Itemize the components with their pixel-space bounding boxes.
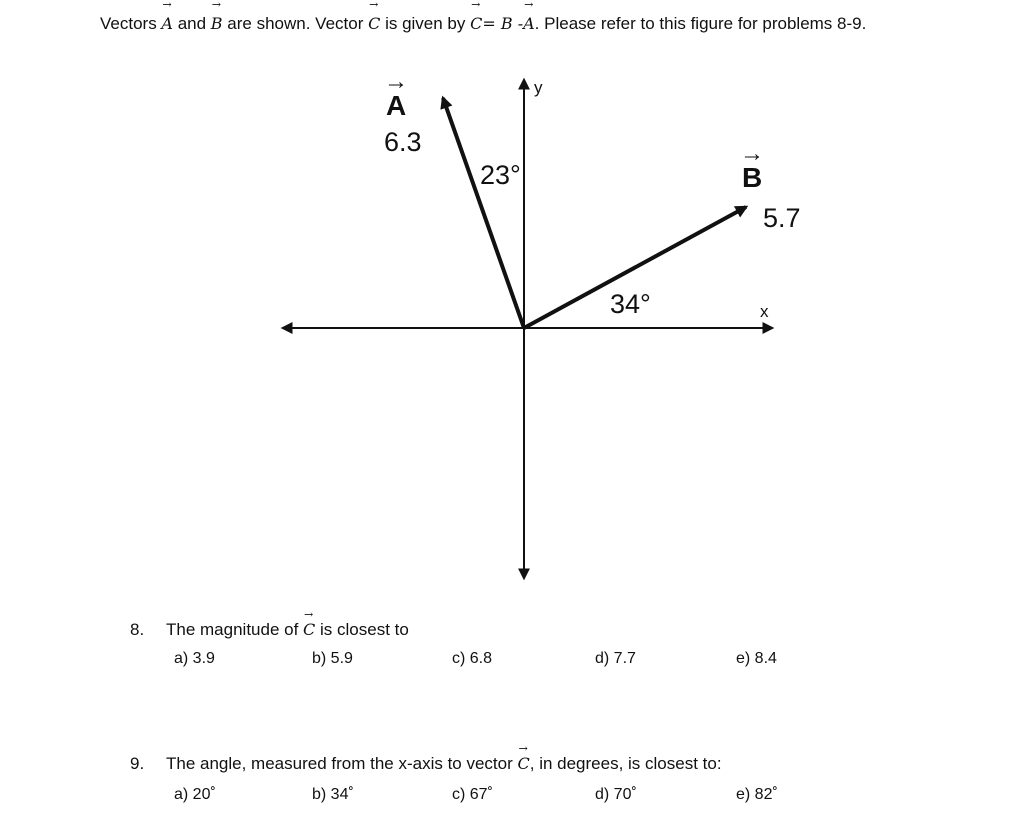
choice-8e[interactable]: e) 8.4: [736, 650, 777, 667]
question-number: 8.: [130, 620, 145, 639]
vector-c-symbol: → C: [470, 0, 483, 33]
vector-arrow-icon: →: [524, 0, 534, 11]
choice-8c[interactable]: c) 6.8: [452, 650, 493, 667]
vector-b-magnitude: 5.7: [763, 203, 801, 233]
choice-9e[interactable]: e) 82˚: [736, 786, 778, 803]
vector-b-angle: 34°: [610, 289, 651, 319]
question-text: is closest to: [315, 620, 409, 639]
intro-text: Vectors: [100, 14, 162, 33]
choice-9b[interactable]: b) 34˚: [312, 786, 354, 803]
question-8: [130, 608, 409, 640]
vector-arrow-icon: →: [740, 140, 764, 167]
vector-c-symbol: → C: [303, 608, 316, 639]
choice-8b[interactable]: b) 5.9: [312, 650, 353, 667]
vector-arrow-icon: →: [471, 0, 481, 11]
intro-text: and: [172, 14, 211, 33]
choice-8a[interactable]: a) 3.9: [174, 650, 215, 667]
equation-text: = B -: [482, 14, 524, 33]
vector-b-symbol: → B: [210, 0, 223, 33]
intro-text: are shown. Vector: [222, 14, 369, 33]
choice-9c[interactable]: c) 67˚: [452, 786, 493, 803]
vector-c-symbol: → C: [368, 0, 381, 33]
vector-b-label: → B: [740, 140, 764, 193]
vector-arrow-icon: →: [211, 0, 222, 11]
vector-a-angle: 23°: [480, 160, 521, 190]
question-text: The angle, measured from the x-axis to vector: [166, 754, 518, 773]
vector-a-magnitude: 6.3: [384, 127, 422, 157]
choice-8d[interactable]: d) 7.7: [595, 650, 636, 667]
vector-arrow-icon: →: [304, 608, 314, 621]
question-text: , in degrees, is closest to:: [529, 754, 722, 773]
vector-c-symbol: → C: [517, 742, 530, 773]
y-axis-label: y: [534, 78, 543, 97]
vector-arrow-icon: →: [369, 0, 379, 11]
vector-arrow-icon: →: [384, 68, 408, 95]
intro-text: . Please refer to this figure for problems 8-9.: [534, 14, 867, 33]
question-text: The magnitude of: [166, 620, 304, 639]
choice-9d[interactable]: d) 70˚: [595, 786, 637, 803]
vector-arrow-icon: →: [162, 0, 172, 11]
vector-a-arrow: [443, 98, 524, 328]
vector-a-symbol: → A: [523, 0, 535, 33]
intro-text: is given by: [380, 14, 471, 33]
x-axis-label: x: [760, 302, 769, 321]
choice-9a[interactable]: a) 20˚: [174, 786, 216, 803]
vector-a-label: → A: [384, 68, 408, 121]
vector-arrow-icon: →: [518, 742, 528, 755]
question-9: [130, 742, 722, 774]
vector-a-symbol: → A: [161, 0, 173, 33]
question-number: 9.: [130, 754, 145, 773]
